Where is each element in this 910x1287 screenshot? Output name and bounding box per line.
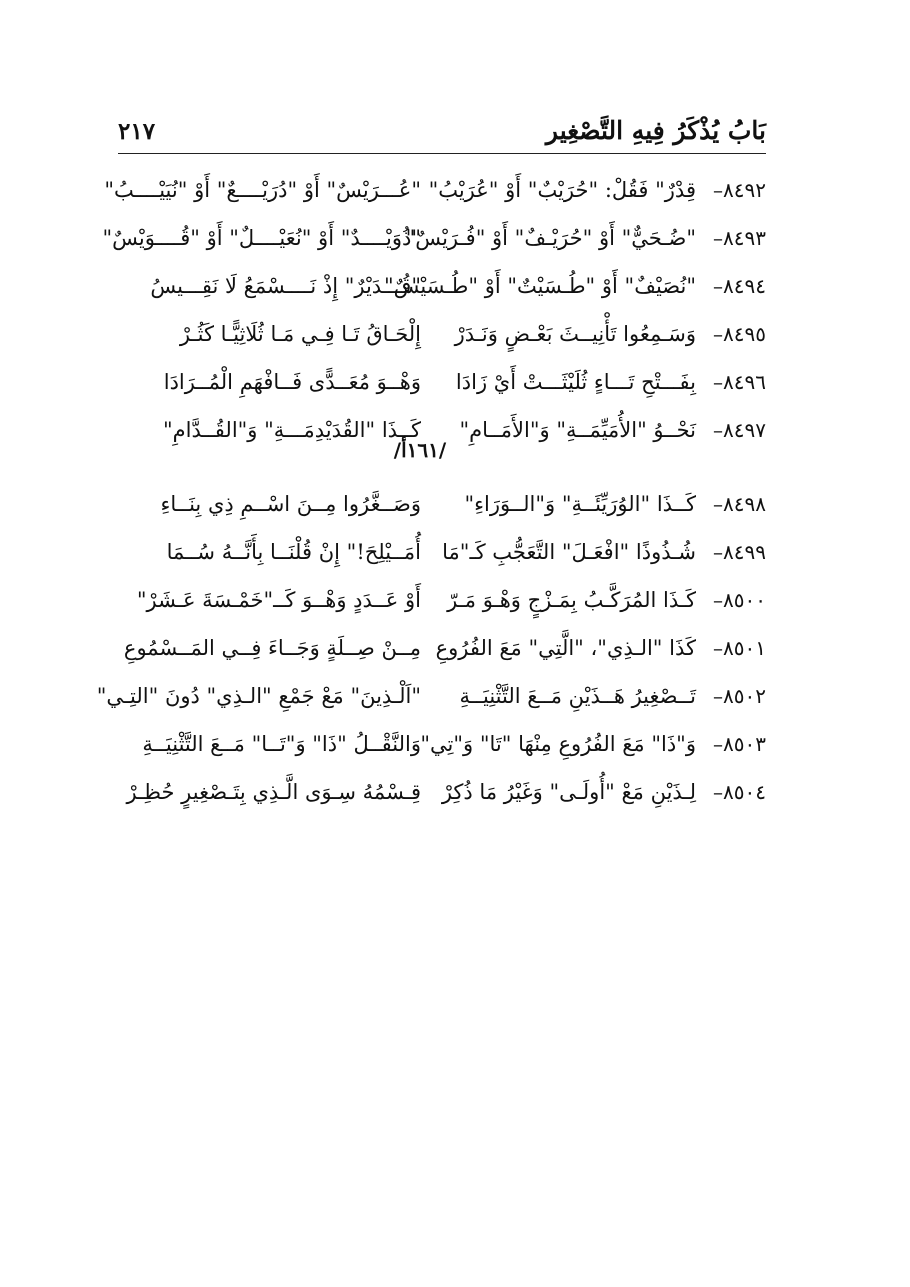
- header-divider: [118, 153, 766, 154]
- first-hemistich: "ضُـحَيٌّ" أَوْ "حُرَيْـفٌ" أَوْ "فُـرَيْسٌ": [405, 226, 696, 250]
- first-hemistich: كَــذَا "الوُرَيِّئَــةِ" وَ"الــوَرَاءِ": [464, 492, 696, 516]
- page-header: [118, 108, 766, 152]
- second-hemistich: "عُـــرَيْسٌ" أَوْ "دُرَيْــــعٌ" أَوْ "نُيَيْــــبُ": [104, 178, 421, 202]
- second-hemistich: وَهْــوَ مُعَــدًّى فَــافْهَمِ الْمُــرَادَا: [163, 370, 421, 394]
- verse-line: [118, 576, 766, 624]
- second-hemistich: كَــذَا "القُدَيْدِمَـــةِ" وَ"القُــدَّامِ": [162, 418, 421, 442]
- second-hemistich: وَالنَّقْــلُ "ذَا" وَ"تَــا" مَــعَ التَّثْنِيَــةِ: [142, 732, 421, 756]
- first-hemistich: قِدْرٌ" فَقُلْ: "حُرَيْبٌ" أَوْ "عُرَيْبُ": [428, 178, 696, 202]
- verse-block-1: [102, 166, 766, 454]
- verse-number: ٨٥٠١–: [713, 636, 766, 660]
- verse-line: [118, 480, 766, 528]
- verse-line: [96, 672, 766, 720]
- second-hemistich: "قُـــدَيْرٌ" إِذْ نَــــسْمَعُ لَا نَقِـــيسُ: [150, 274, 421, 298]
- verse-number: ٨٥٠٣–: [713, 732, 766, 756]
- verse-number: ٨٤٩٧–: [713, 418, 766, 442]
- first-hemistich: تَــصْغِيرُ هَــذَيْنِ مَــعَ التَّثْنِيَــةِ: [459, 684, 696, 708]
- verse-number: ٨٥٠٤–: [713, 780, 766, 804]
- verse-line: [102, 214, 766, 262]
- second-hemistich: مِــنْ صِــلَةٍ وَجَــاءَ فِــي المَــسْمُوعِ: [123, 636, 421, 660]
- second-hemistich: وَصَــغَّرُوا مِــنَ اسْــمِ ذِي بِنَــاءِ: [160, 492, 421, 516]
- verse-number: ٨٤٩٤–: [713, 274, 766, 298]
- first-hemistich: شُـذُوذًا "افْعَـلَ" التَّعَجُّبِ كَـ"مَا: [442, 540, 696, 564]
- verse-line: [118, 768, 766, 816]
- second-hemistich: "اَلْـذِينَ" مَعْ جَمْعِ "الـذِي" دُونَ "التِـي": [96, 684, 421, 708]
- verse-line: [118, 624, 766, 672]
- verse-number: ٨٤٩٥–: [713, 322, 766, 346]
- second-hemistich: قِـسْمُهُ سِـوَى الَّـذِي بِتَـصْغِيرٍ حُظِـرْ: [126, 780, 421, 804]
- verse-number: ٨٤٩٢–: [713, 178, 766, 202]
- verse-number: ٨٥٠٢–: [713, 684, 766, 708]
- first-hemistich: "نُصَيْفٌ" أَوْ "طُـسَيْتٌ" أَوْ "طُـسَيْسٌ": [383, 274, 696, 298]
- verse-line: [118, 528, 766, 576]
- first-hemistich: وَ"ذَا" مَعَ الفُرُوعِ مِنْهَا "تَا" وَ"تِي": [420, 732, 696, 756]
- page-number: ٢١٧: [118, 118, 156, 145]
- first-hemistich: كَذَا "الـذِي"، "الَّتِي" مَعَ الفُرُوعِ: [435, 636, 696, 660]
- first-hemistich: لِـذَيْنِ مَعْ "أُولَـى" وَغَيْرُ مَا ذُكِرْ: [441, 780, 696, 804]
- verse-line: [104, 166, 766, 214]
- verse-line: [118, 262, 766, 310]
- second-hemistich: "ذُوَيْــــدٌ" أَوْ "نُعَيْــــلٌ" أَوْ "قُــــوَيْسٌ": [102, 226, 421, 250]
- second-hemistich: أَوْ عَــدَدٍ وَهْــوَ كَــ"خَمْـسَةَ عَـشَرْ": [136, 588, 421, 612]
- first-hemistich: كَـذَا المُرَكَّـبُ بِمَـزْجٍ وَهْـوَ مَـرّ: [447, 588, 696, 612]
- verse-number: ٨٤٩٦–: [713, 370, 766, 394]
- verse-line: [118, 310, 766, 358]
- second-hemistich: أُمَــيْلِحَ!" إِنْ قُلْنَــا بِأَنَّــهُ سُــمَا: [166, 540, 421, 564]
- first-hemistich: نَحْــوُ "الأُمَيِّمَــةِ" وَ"الأَمَــامِ": [459, 418, 696, 442]
- verse-number: ٨٤٩٣–: [713, 226, 766, 250]
- chapter-title: بَابُ يُذْكَرُ فِيهِ التَّصْغِير: [545, 116, 766, 145]
- verse-line: [118, 720, 766, 768]
- verse-line: [118, 358, 766, 406]
- verse-number: ٨٤٩٨–: [713, 492, 766, 516]
- verse-number: ٨٤٩٩–: [713, 540, 766, 564]
- first-hemistich: بِفَـــتْحِ تَـــاءٍ ثُلَيْثَـــتْ أَيْ زَادَا: [455, 370, 696, 394]
- verse-number: ٨٥٠٠–: [713, 588, 766, 612]
- verse-block-2: [96, 480, 766, 816]
- first-hemistich: وَسَـمِعُوا تَأْنِيــثَ بَعْـضٍ وَنَـدَرْ: [454, 322, 696, 346]
- second-hemistich: إِلْحَـاقُ تَـا فِـي مَـا ثُلَاثِيًّـا كَثُـرْ: [179, 322, 421, 346]
- folio-marker: /١٦١أ/: [393, 438, 447, 462]
